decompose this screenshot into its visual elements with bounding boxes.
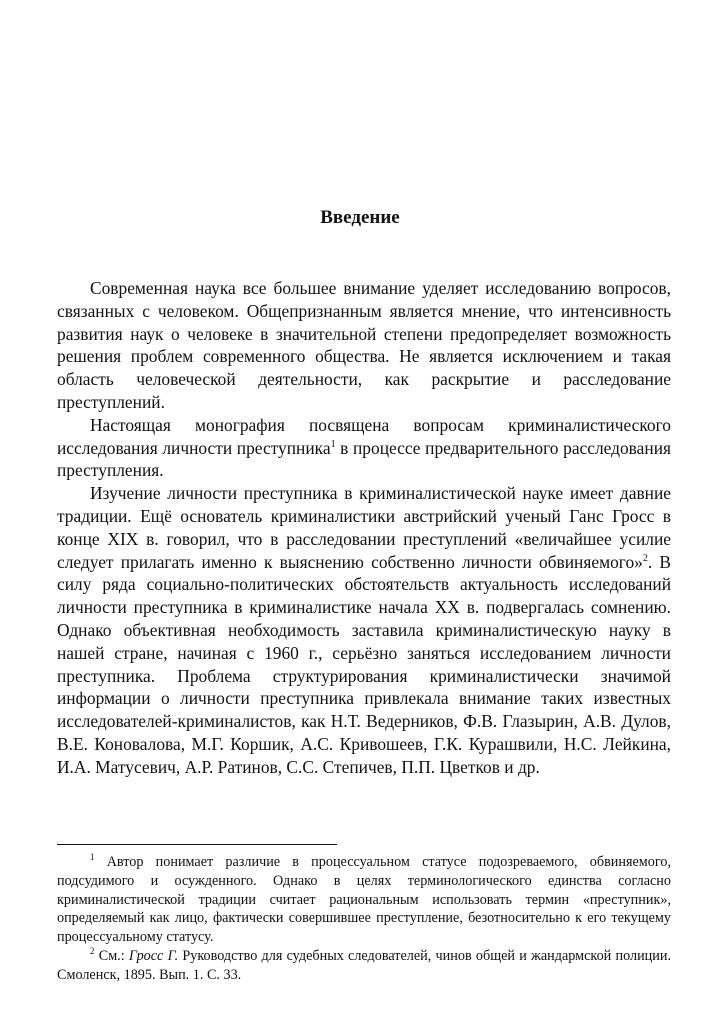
paragraph-3 — [57, 482, 671, 778]
chapter-title: Введение — [320, 207, 400, 228]
footnote-ref-2: 2 — [642, 552, 648, 564]
paragraph-3-text-cont: . В силу ряда социально-политических обстоятельств актуальность исследований личности преступника в криминалистике начала XX в. подвергалась сомнению. Однако объективная необходимость заставила криминалистическую науку в нашей стране, начиная с 1960 г., серьёзно заняться исследованием личности преступника. Проблема структурирования криминалистически значимой информации о личности преступника привлекала внимание таких известных исследователей-криминалистов, как Н.Т. Ведерников, Ф.В. Глазырин, А.В. Дулов, В.Е. Коновалова, М.Г. Коршик, А.С. Кривошеев, Г.К. Курашвили, Н.С. Лейкина, И.А. Матусевич, А.Р. Ратинов, С.С. Степичев, П.П. Цветков и др. — [57, 551, 672, 777]
footnote-ref-1: 1 — [330, 438, 336, 450]
footnotes — [57, 853, 671, 985]
footnote-divider — [57, 844, 337, 845]
footnote-2-author: Гросс Г. — [128, 947, 179, 964]
footnote-2-text: Руководство для судебных следователей, чинов общей и жандармской полиции. Смоленск, 1895. Вып. 1. С. 33. — [57, 947, 671, 983]
paragraph-2-text-cont: в процессе предварительного расследования преступления. — [57, 437, 671, 481]
footnote-1-text: Автор понимает различие в процессуальном статусе подозреваемого, обвиняемого, подсудимого и осужденного. Однако в целях терминологического единства согласно криминалистической традиции считает рациональным использовать термин «преступник», определяемый как лицо, фактически совершившее преступление, безотносительно к его текущему процессуальному статусу. — [57, 854, 671, 946]
paragraph-2-text: Настоящая монография посвящена вопросам криминалистического исследования личности преступника — [57, 414, 671, 458]
footnote-1-number: 1 — [90, 852, 95, 862]
footnote-1 — [57, 853, 671, 947]
footnote-2-prefix: См.: — [94, 947, 129, 964]
paragraph-3-text: Изучение личности преступника в криминалистической науке имеет давние традиции. Ещё основатель криминалистики австрийский ученый Ганс Гросс в конце XIX в. говорил, что в расследовании преступлений «величайшее усилие следует прилагать именно к выяснению собственно личности обвиняемого» — [57, 483, 671, 572]
footnote-2 — [57, 947, 671, 985]
paragraph-2 — [57, 414, 671, 482]
body-text — [57, 277, 671, 779]
paragraph-1: Современная наука все большее внимание уделяет исследованию вопросов, связанных с человеком. Общепризнанным является мнение, что интенсивность развития наук о человеке в значительной степени предопределяет возможность решения проблем современного общества. Не является исключением и такая область человеческой деятельности, как раскрытие и расследование преступлений. — [57, 278, 671, 412]
footnote-2-number: 2 — [90, 945, 95, 956]
